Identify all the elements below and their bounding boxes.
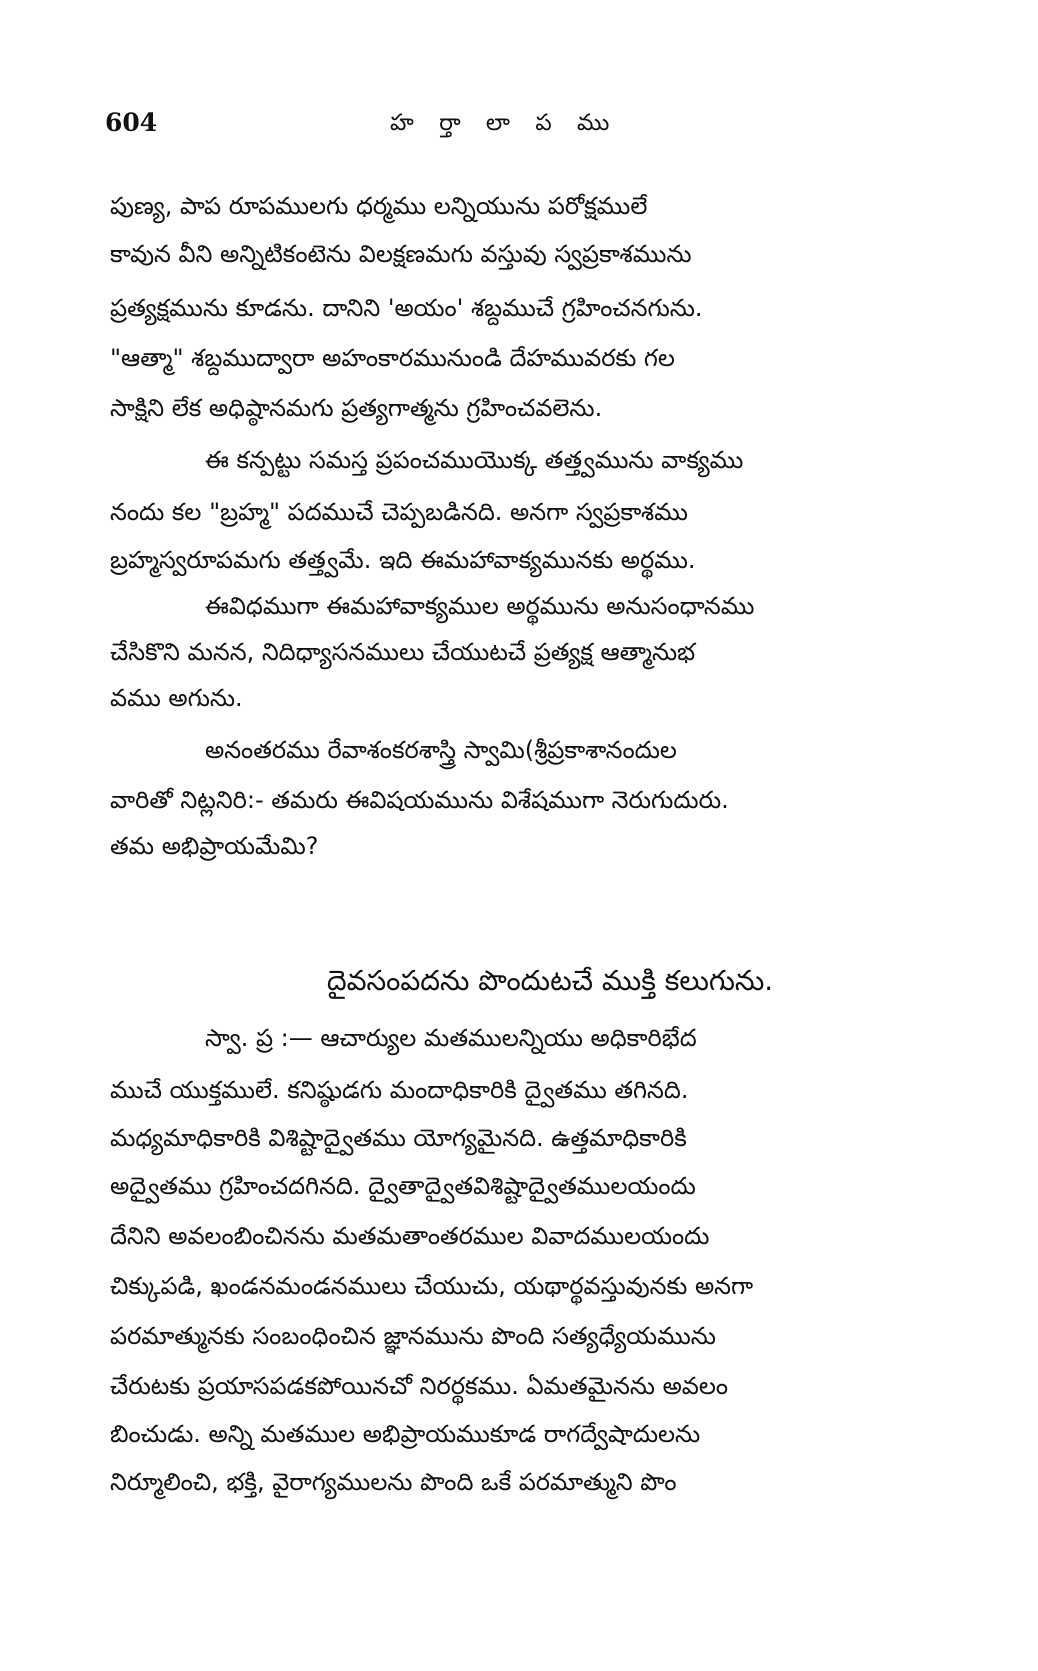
text-line: బించుడు. అన్ని మతముల అభిప్రాయముకూడ రాగద్వేషాదులను [110,1420,701,1448]
text-line: చేసికొని మనన, నిదిధ్యాసనములు చేయుటచే ప్రత్యక్ష ఆత్మానుభ [110,638,696,666]
section-heading: దైవసంపదను పొందుటచే ముక్తి కలుగును. [326,964,774,997]
text-line: ఈవిధముగా ఈమహావాక్యముల అర్థమును అనుసంధానము [205,592,755,620]
running-title: హ ర్తా లా ప ము [390,110,619,136]
text-line: నందు కల "బ్రహ్మ" పదముచే చెప్పబడినది. అనగా స్వప్రకాశము [110,498,688,526]
text-line: చిక్కుపడి, ఖండనమండనములు చేయుచు, యథార్థవస్తువునకు అనగా [110,1272,754,1300]
text-line: మధ్యమాధికారికి విశిష్టాద్వైతము యోగ్యమైనది. ఉత్తమాధికారికి [110,1124,687,1152]
text-line: స్వా. ప్ర :— ఆచార్యుల మతములన్నియు అధికారిభేద [205,1024,697,1052]
text-line: బ్రహ్మస్వరూపమగు తత్త్వమే. ఇది ఈమహావాక్యమునకు అర్థము. [110,546,696,574]
text-line: "ఆత్మా" శబ్దముద్వారా అహంకారమునుండి దేహమువరకు గల [110,344,675,372]
text-line: ప్రత్యక్షమును కూడను. దానిని 'అయం' శబ్దముచే గ్రహించనగును. [110,294,703,322]
text-line: నిర్మూలించి, భక్తి, వైరాగ్యములను పొంది ఒకే పరమాత్ముని పొం [110,1468,677,1496]
text-line: వము అగును. [110,684,243,712]
text-line: పరమాత్మునకు సంబంధించిన జ్ఞానమును పొంది సత్యధ్యేయమును [110,1322,716,1350]
text-line: తమ అభిప్రాయమేమి? [110,832,319,860]
text-line: ముచే యుక్తములే. కనిష్ఠుడగు మందాధికారికి ద్వైతము తగినది. [110,1076,689,1104]
text-line: చేరుటకు ప్రయాసపడకపోయినచో నిరర్థకము. ఏమతమైనను అవలం [110,1372,729,1400]
text-line: కావున వీని అన్నిటికంటెను విలక్షణమగు వస్తువు స్వప్రకాశమును [110,240,692,268]
text-line: అనంతరము రేవాశంకరశాస్త్రి స్వామి(శ్రీప్రకాశానందుల [205,736,677,764]
page-header [105,108,945,148]
text-line: అద్వైతము గ్రహించదగినది. ద్వైతాద్వైతవిశిష్టాద్వైతములయందు [110,1172,696,1200]
text-line: వారితో నిట్లనిరి:- తమరు ఈవిషయమును విశేషముగా నెరుగుదురు. [110,786,729,814]
text-line: దేనిని అవలంబించినను మతమతాంతరముల వివాదములయందు [110,1222,710,1250]
text-line: సాక్షిని లేక అధిష్ఠానమగు ప్రత్యగాత్మను గ్రహించవలెను. [110,394,603,422]
page-number: 604 [105,108,158,137]
text-line: ఈ కన్పట్టు సమస్త ప్రపంచముయొక్క తత్త్వమును వాక్యము [205,446,744,474]
text-line: పుణ్య, పాప రూపములగు ధర్మము లన్నియును పరోక్షములే [110,192,648,220]
